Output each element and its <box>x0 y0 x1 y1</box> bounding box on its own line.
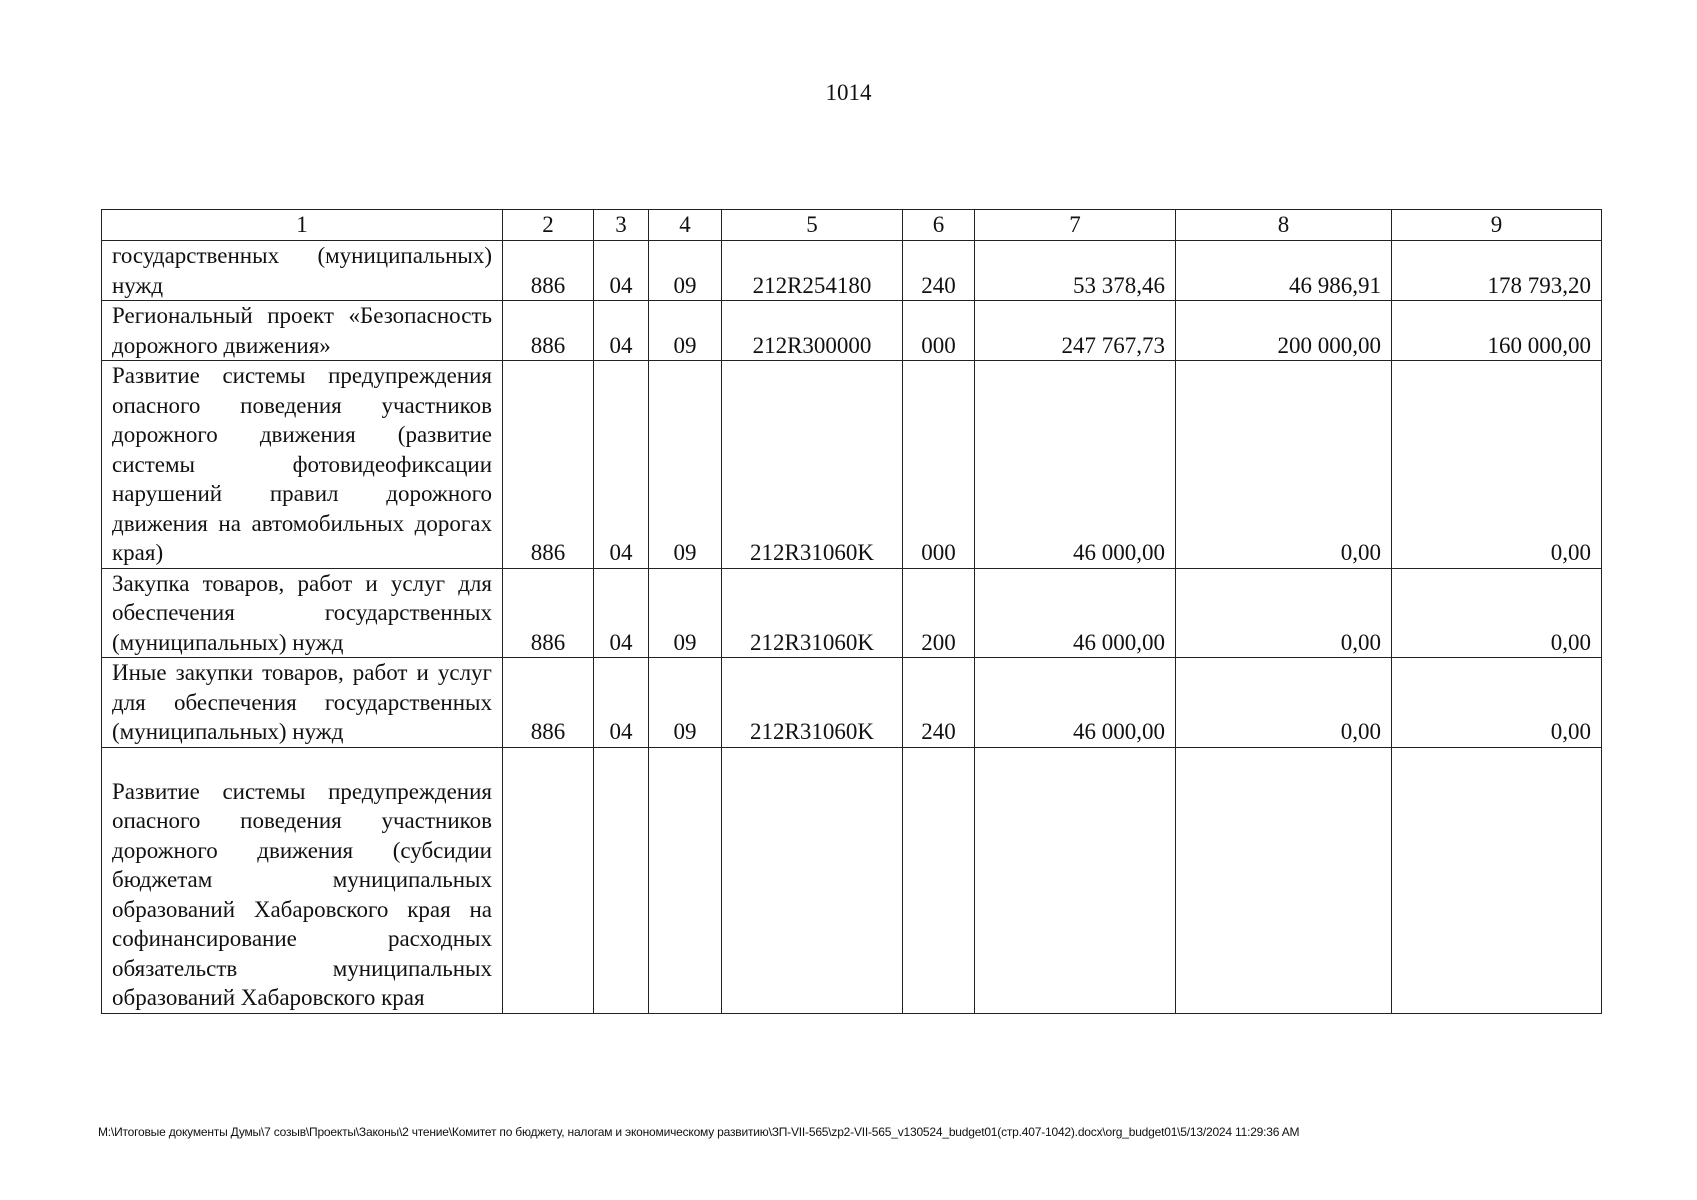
row-description: Региональный проект «Безопасность дорожного движения» <box>102 301 503 361</box>
cell-amount-year2: 0,00 <box>1176 568 1392 658</box>
table-row <box>102 241 1602 301</box>
column-header: 5 <box>722 210 903 241</box>
cell-subsection: 09 <box>649 241 722 301</box>
cell-amount-year3: 160 000,00 <box>1392 301 1602 361</box>
cell-expense-type: 200 <box>903 568 975 658</box>
cell-expense-type <box>903 747 975 1013</box>
cell-ministry-code: 886 <box>503 301 594 361</box>
cell-expense-type: 000 <box>903 361 975 569</box>
cell-amount-year3: 0,00 <box>1392 361 1602 569</box>
column-header: 6 <box>903 210 975 241</box>
cell-ministry-code: 886 <box>503 568 594 658</box>
cell-subsection: 09 <box>649 658 722 748</box>
table-row <box>102 747 1602 1013</box>
cell-section: 04 <box>594 241 649 301</box>
cell-amount-year2: 46 986,91 <box>1176 241 1392 301</box>
table-row <box>102 658 1602 748</box>
cell-section: 04 <box>594 301 649 361</box>
cell-expense-type: 000 <box>903 301 975 361</box>
cell-target-article <box>722 747 903 1013</box>
cell-amount-year3 <box>1392 747 1602 1013</box>
cell-subsection <box>649 747 722 1013</box>
cell-amount-year2: 0,00 <box>1176 658 1392 748</box>
cell-ministry-code: 886 <box>503 361 594 569</box>
cell-ministry-code <box>503 747 594 1013</box>
cell-subsection: 09 <box>649 361 722 569</box>
row-description: Развитие системы предупреждения опасного поведения участников дорожного движения (субсидии бюджетам муниципальных образований Хабаровского края на софинансирование расходных обязательств муниципальных образований Хабаровского края <box>102 747 503 1013</box>
column-header: 1 <box>102 210 503 241</box>
column-header: 3 <box>594 210 649 241</box>
cell-target-article: 212R31060K <box>722 568 903 658</box>
table-header-row <box>102 210 1602 241</box>
cell-amount-year2: 0,00 <box>1176 361 1392 569</box>
cell-amount-year1 <box>975 747 1176 1013</box>
cell-amount-year2: 200 000,00 <box>1176 301 1392 361</box>
row-description: Закупка товаров, работ и услуг для обеспечения государственных (муниципальных) нужд <box>102 568 503 658</box>
cell-ministry-code: 886 <box>503 241 594 301</box>
cell-amount-year1: 46 000,00 <box>975 361 1176 569</box>
row-description: Иные закупки товаров, работ и услуг для обеспечения государственных (муниципальных) нужд <box>102 658 503 748</box>
cell-section <box>594 747 649 1013</box>
cell-target-article: 212R254180 <box>722 241 903 301</box>
column-header: 7 <box>975 210 1176 241</box>
page-number: 1014 <box>825 80 872 105</box>
column-header: 2 <box>503 210 594 241</box>
table-row <box>102 361 1602 569</box>
table-row <box>102 568 1602 658</box>
cell-amount-year3: 178 793,20 <box>1392 241 1602 301</box>
cell-section: 04 <box>594 568 649 658</box>
file-path-footer: M:\Итоговые документы Думы\7 созыв\Проекты\Законы\2 чтение\Комитет по бюджету, налогам и экономическому развитию\ЗП-VII-565\zp2-VII-565_v130524_budget01(стр.407-1042).docx\org_budget01\5/13/2024 11:29:36 AM <box>98 1125 1300 1139</box>
cell-section: 04 <box>594 361 649 569</box>
cell-amount-year3: 0,00 <box>1392 658 1602 748</box>
cell-expense-type: 240 <box>903 658 975 748</box>
cell-amount-year1: 53 378,46 <box>975 241 1176 301</box>
cell-subsection: 09 <box>649 301 722 361</box>
cell-amount-year1: 46 000,00 <box>975 568 1176 658</box>
column-header: 8 <box>1176 210 1392 241</box>
row-description: государственных (муниципальных) нужд <box>102 241 503 301</box>
cell-subsection: 09 <box>649 568 722 658</box>
column-header: 9 <box>1392 210 1602 241</box>
row-description: Развитие системы предупреждения опасного поведения участников дорожного движения (развитие системы фотовидеофиксации нарушений правил дорожного движения на автомобильных дорогах края) <box>102 361 503 569</box>
cell-amount-year1: 46 000,00 <box>975 658 1176 748</box>
table-row <box>102 301 1602 361</box>
cell-amount-year2 <box>1176 747 1392 1013</box>
cell-target-article: 212R31060K <box>722 658 903 748</box>
cell-amount-year1: 247 767,73 <box>975 301 1176 361</box>
cell-section: 04 <box>594 658 649 748</box>
cell-target-article: 212R300000 <box>722 301 903 361</box>
cell-target-article: 212R31060K <box>722 361 903 569</box>
column-header: 4 <box>649 210 722 241</box>
budget-table <box>101 209 1602 1014</box>
cell-ministry-code: 886 <box>503 658 594 748</box>
cell-expense-type: 240 <box>903 241 975 301</box>
cell-amount-year3: 0,00 <box>1392 568 1602 658</box>
